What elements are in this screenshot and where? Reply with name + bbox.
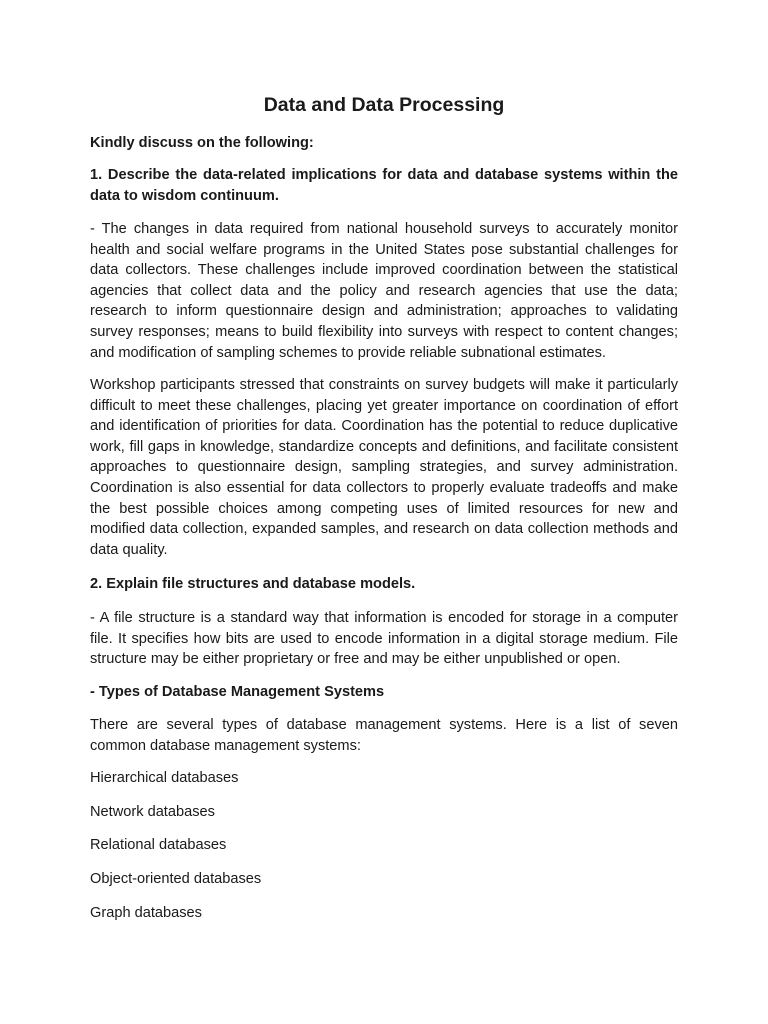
db-type-item: Network databases [90, 804, 215, 820]
db-type-item: Hierarchical databases [90, 770, 239, 786]
db-types-heading: - Types of Database Management Systems [90, 684, 385, 700]
db-type-item: Graph databases [90, 905, 202, 921]
question-1-heading: 1. Describe the data-related implications for data and database systems within the data to wisdom continuum. [90, 167, 678, 204]
page-title: Data and Data Processing [263, 94, 505, 116]
question-1-paragraph-2: Workshop participants stressed that constraints on survey budgets will make it particularly difficult to meet these challenges, placing yet greater importance on coordination of effort and identification of priorities for data. Coordination has the potential to reduce duplicative work, fill gaps in knowledge, standardize concepts and definitions, and facilitate consistent approaches to questionnaire design, sampling strategies, and survey administration. Coordination is also essential for data collectors to properly evaluate tradeoffs and make the best possible choices among competing uses of limited resources for new and modified data collection, expanded samples, and research on data collection methods and data quality. [90, 377, 678, 558]
question-2-paragraph-1: - A file structure is a standard way that information is encoded for storage in a computer file. It specifies how bits are used to encode information in a digital storage medium. File structure may be either proprietary or free and may be either unpublished or open. [90, 610, 678, 668]
db-types-intro: There are several types of database management systems. Here is a list of seven common database management systems: [90, 717, 678, 754]
intro-heading: Kindly discuss on the following: [90, 135, 314, 151]
db-type-item: Relational databases [90, 837, 227, 853]
question-2-heading: 2. Explain file structures and database models. [90, 576, 416, 592]
question-1-paragraph-1: - The changes in data required from national household surveys to accurately monitor health and social welfare programs in the United States pose substantial challenges for data collectors. These challenges include improved coordination between the statistical agencies that collect data and the policy and research agencies that use the data; research to inform questionnaire design and administration; approaches to validating survey responses; means to build flexibility into surveys with respect to content changes; and modification of sampling schemes to provide reliable subnational estimates. [90, 221, 678, 361]
db-type-item: Object-oriented databases [90, 871, 262, 887]
